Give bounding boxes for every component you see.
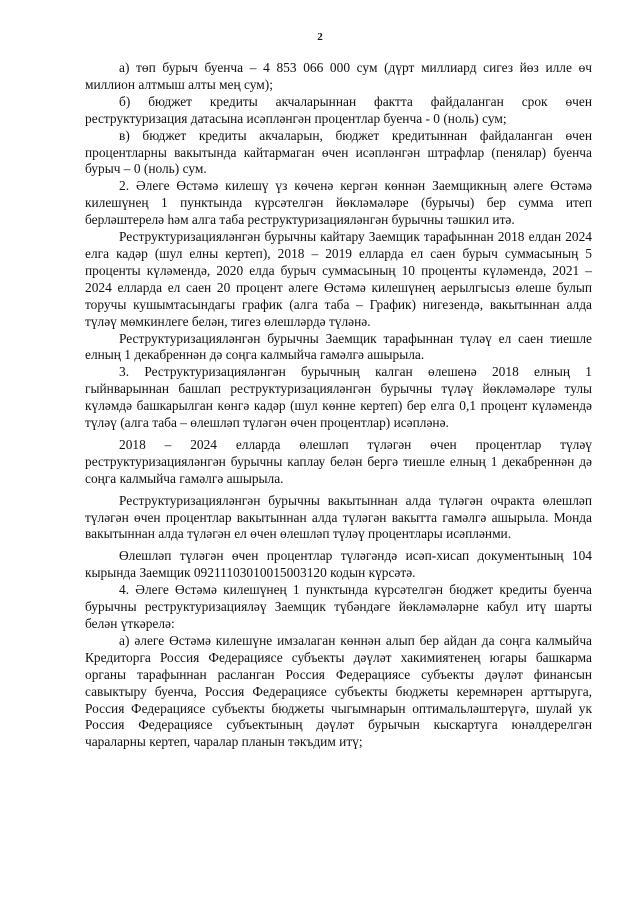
paragraph-annual-deadline: Реструктуризацияләнгән бурычны Заемщик тарафыннан түләү ел саен тиешле елның 1 декабреннән дә соңга калмыйча гамәлгә ашырыла. — [85, 330, 592, 363]
paragraph-4a-measures-plan: а) әлеге Өстәмә килешүне имзалаган көннән алып бер айдан да соңга калмыйча Кредиторга Россия Федерациясе субъекты дәүләт хакимиятенең югары башкарма органы тарафыннан расланган Россия Федерациясе субъекты дәүләт финансын савыктыру буенча, Россия Федерациясе субъекты бюджеты керемнәрен арттыруга, Россия Федерациясе субъекты бюджеты чыгымнарын оптимальләштерүгә, шулай ук Россия Федерациясе субъектының дәүләт бурычын кыскартуга юнәлдерелгән чараларны кертеп, чаралар планын тәкъдим итү; — [85, 632, 592, 750]
paragraph-4-conditions: 4. Әлеге Өстәмә килешүнең 1 пунктында күрсәтелгән бюджет кредиты буенча бурычны реструктуризацияләү Заемщик түбәндәге йөкләмәләрне кабул итү шарты белән үткәрелә: — [85, 582, 592, 631]
page-number: 2 — [317, 31, 323, 43]
paragraph-1a-principal-debt: а) төп бурыч буенча – 4 853 066 000 сум (дүрт миллиард сигез йөз илле өч миллион алтмыш алты мең сум); — [85, 60, 592, 92]
paragraph-repayment-schedule: Реструктуризацияләнгән бурычны кайтару Заемщик тарафыннан 2018 елдан 2024 елга кадәр (шул елны кертеп), 2018 – 2019 елларда ел саен бурыч суммасының 5 проценты күләмендә, 2020 елда бурыч суммасының 10 проценты күләмендә, 2021 – 2024 елларда ел саен 20 процент әлеге Өстәмә килешүнең аерылгысыз өлеше булып торучы кушымтасындагы график (алга таба – График) нигезендә, вакытыннан алда түләү мөмкинлеге белән, тигез өлешләрдә түләнә. — [85, 229, 592, 329]
paragraph-1v-penalties: в) бюджет кредиты акчаларын, бюджет кредитыннан файдаланган өчен процентларны вакытында кайтармаган өчен исәпләнгән штрафлар (пенялар) буенча бурыч – 0 (ноль) сум. — [85, 127, 592, 177]
paragraph-payment-code: Өлешләп түләгән өчен процентлар түләгәндә исәп-хисап документының 104 кырында Заемщик 09211103010015003120 кодын күрсәтә. — [85, 548, 592, 581]
paragraph-1b-interest: б) бюджет кредиты акчаларыннан фактта файдаланган срок өчен реструктуризация датасына исәпләнгән процентлар буенча - 0 (ноль) сум; — [85, 93, 592, 126]
paragraph-2-consolidation: 2. Әлеге Өстәмә килешү үз көченә кергән көннән Заемщикның әлеге Өстәмә килешүнең 1 пунктында күрсәтелгән йөкләмәләре (бурычы) бер сумма итеп берләштерелә һәм алга таба реструктуризацияләнгән бурычны тәшкил итә. — [85, 178, 592, 228]
paragraph-interest-payment-period: 2018 – 2024 елларда өлешләп түләгән өчен процентлар түләү реструктуризацияләнгән бурычны каплау белән бергә тиешле елның 1 декабреннән дә соңга калмыйча гамәлгә ашырыла. — [85, 436, 592, 486]
document-body — [85, 60, 592, 751]
paragraph-3-installment-interest: 3. Реструктуризацияләнгән бурычның калган өлешенә 2018 елның 1 гыйнварыннан башлап реструктуризацияләнгән бурычны түләү йөкләмәләре тулы күләмдә башкарылган көнгә кадәр (шул көнне кертеп) бер елга 0,1 процент күләмендә түләү (алга таба – өлешләп түләгән өчен процентлар) исәпләнә. — [85, 364, 592, 431]
paragraph-early-repayment: Реструктуризацияләнгән бурычны вакытыннан алда түләгән очракта өлешләп түләгән өчен процентлар вакытыннан алда түләгән вакытта гамәлгә ашырыла. Монда вакытыннан алда түләгән ел өчен өлешләп түләү процентлары исәпләнми. — [85, 492, 592, 542]
